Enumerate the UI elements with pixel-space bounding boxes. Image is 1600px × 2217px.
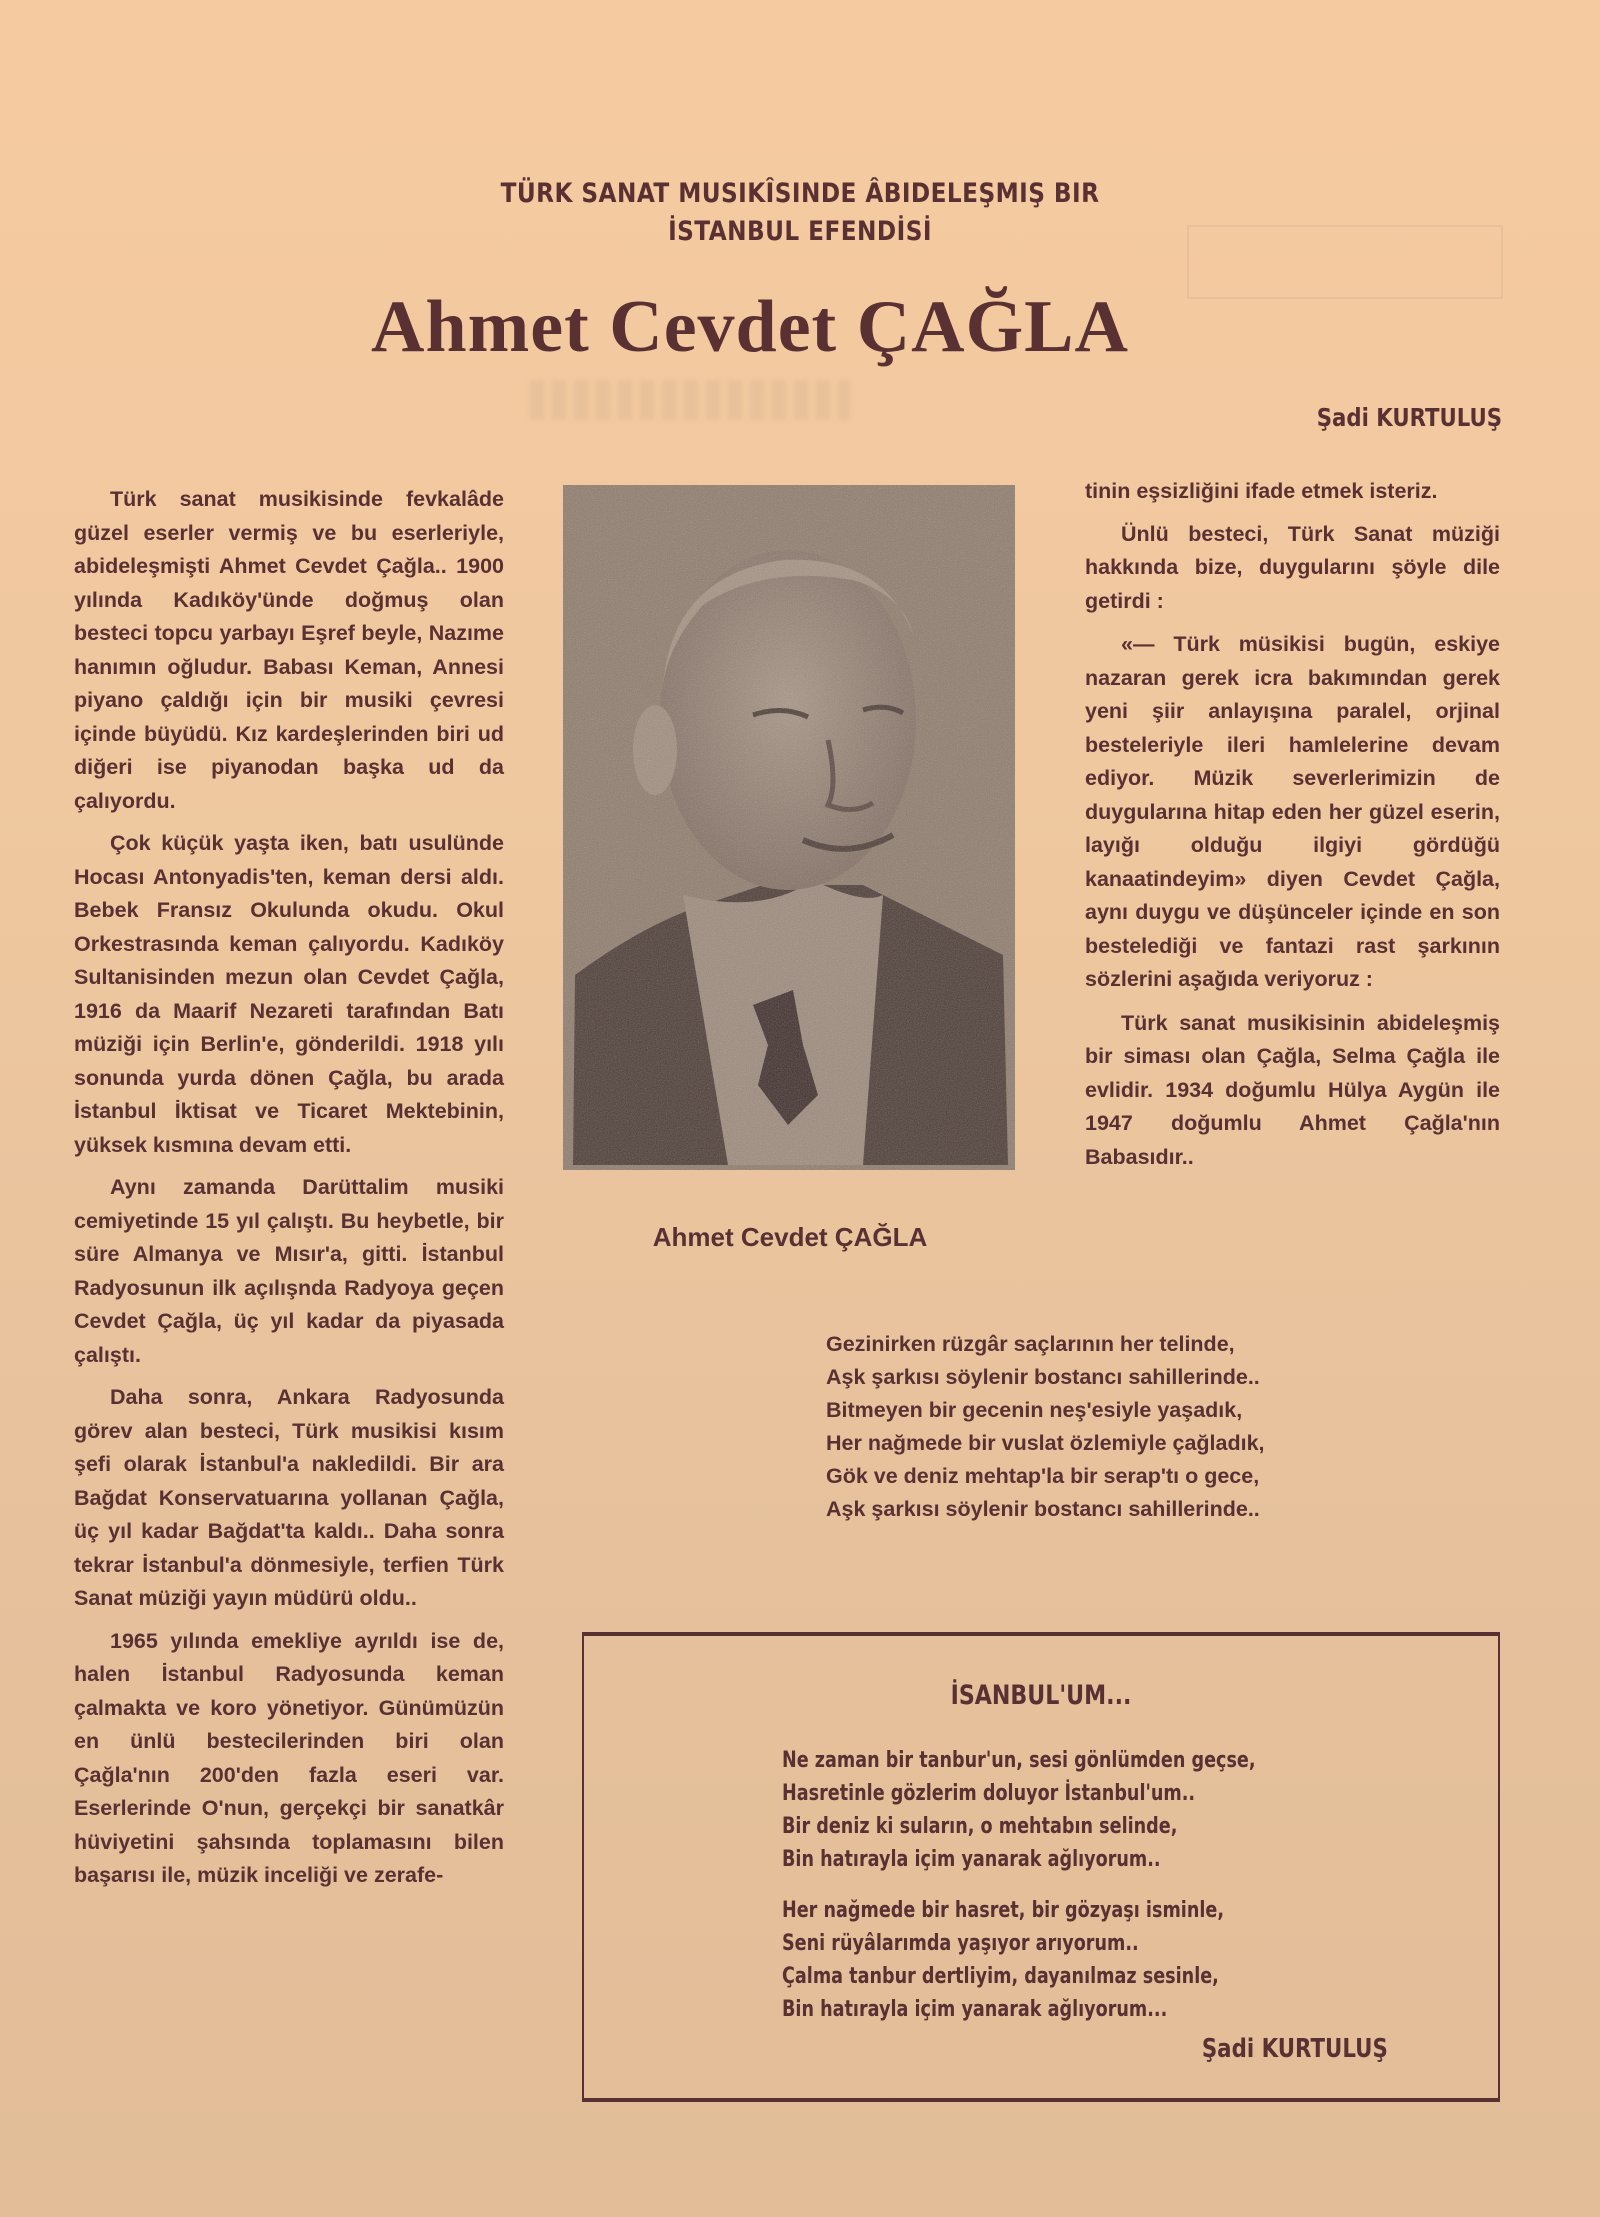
poem-line: Bin hatırayla içim yanarak ağlıyorum.. xyxy=(782,1847,1161,1872)
kicker-line-2: İSTANBUL EFENDİSİ xyxy=(668,216,932,247)
article-title: Ahmet Cevdet ÇAĞLA xyxy=(371,286,1129,368)
poem-line: Bir deniz ki suların, o mehtabın selinde, xyxy=(782,1814,1178,1839)
poem-byline: Şadi KURTULUŞ xyxy=(1202,2034,1388,2064)
lyric-line: Gök ve deniz mehtap'la bir serap'tı o gece, xyxy=(826,1464,1260,1488)
lyric-line: Aşk şarkısı söylenir bostancı sahillerinde.. xyxy=(826,1497,1260,1521)
faded-bleedthrough-text xyxy=(530,380,850,420)
lyric-line: Aşk şarkısı söylenir bostancı sahillerinde.. xyxy=(826,1365,1260,1389)
lyric-line: Her nağmede bir vuslat özlemiyle çağladık, xyxy=(826,1431,1265,1455)
article-kicker xyxy=(370,175,1230,251)
paragraph-quote: «— Türk müsikisi bugün, eskiye nazaran gerek icra bakımından gerek yeni şiir anlayışına paralel, orjinal besteleriyle ileri hamlelerine devam ediyor. Müzik severlerimizin de duygularına hitap eden her güzel eserin, layığı olduğu ilgiyi gördüğü kanaatindeyim» diyen Cevdet Çağla, aynı duygu ve düşünceler içinde en son bestelediği ve fantazi rast şarkının sözlerini aşağıda veriyoruz : xyxy=(1085,632,1500,991)
kicker-line-1: TÜRK SANAT MUSIKÎSINDE ÂBIDELEŞMIŞ BIR xyxy=(500,178,1100,209)
right-column xyxy=(1085,475,1500,1183)
portrait-photo xyxy=(563,485,1015,1170)
lyric-line: Gezinirken rüzgâr saçlarının her telinde, xyxy=(826,1332,1235,1356)
poem-line: Seni rüyâlarımda yaşıyor arıyorum.. xyxy=(782,1931,1139,1956)
poem-title: İSANBUL'UM... xyxy=(950,1680,1132,1711)
photo-caption: Ahmet Cevdet ÇAĞLA xyxy=(652,1222,928,1252)
paragraph: Ünlü besteci, Türk Sanat müziği hakkında bize, duygularını şöyle dile getirdi : xyxy=(1085,521,1500,613)
paragraph: 1965 yılında emekliye ayrıldı ise de, halen İstanbul Radyosunda keman çalmakta ve koro yönetiyor. Günümüzün en ünlü bestecilerinden biri olan Çağla'nın 200'den fazla eseri var. Eserlerinde O'nun, gerçekçi bir sanatkâr hüviyetini şahsında toplamasını bilen başarısı ile, müzik inceliği ve zerafe- xyxy=(74,1628,504,1887)
paragraph: Türk sanat musikisinin abideleşmiş bir siması olan Çağla, Selma Çağla ile evlidir. 1934 doğumlu Hülya Aygün ile 1947 doğumlu Ahmet Çağla'nın Babasıdır.. xyxy=(1085,1010,1500,1169)
paragraph: Daha sonra, Ankara Radyosunda görev alan besteci, Türk musikisi kısım şefi olarak İstanbul'a nakledildi. Bir ara Bağdat Konservatuarına yollanan Çağla, üç yıl kadar Bağdat'ta kaldı.. Daha sonra tekrar İstanbul'a dönmesiyle, terfien Türk Sanat müziği yayın müdürü oldu.. xyxy=(74,1385,504,1610)
left-column xyxy=(74,483,504,1902)
paragraph: Çok küçük yaşta iken, batı usulünde Hocası Antonyadis'ten, keman dersi aldı. Bebek Fransız Okulunda okudu. Okul Orkestrasında keman çalıyordu. Kadıköy Sultanisinden mezun olan Cevdet Çağla, 1916 da Maarif Nezareti tarafından Batı müziği için Berlin'e, gönderildi. 1918 yılı sonunda yurda dönen Çağla, bu arada İstanbul İktisat ve Ticaret Mektebinin, yüksek kısmına devam etti. xyxy=(74,831,504,1157)
paragraph-continuation: tinin eşsizliğini ifade etmek isteriz. xyxy=(1085,479,1438,503)
poem-line: Bin hatırayla içim yanarak ağlıyorum... xyxy=(782,1997,1168,2022)
poem-line: Hasretinle gözlerim doluyor İstanbul'um.. xyxy=(782,1781,1196,1806)
poem-box xyxy=(582,1632,1500,2102)
portrait-illustration xyxy=(563,485,1015,1170)
author-byline: Şadi KURTULUŞ xyxy=(1316,403,1502,432)
poem-line: Çalma tanbur dertliyim, dayanılmaz sesinle, xyxy=(782,1964,1219,1989)
poem-stanza-2 xyxy=(782,1894,1224,2026)
paragraph: Türk sanat musikisinde fevkalâde güzel eserler vermiş ve bu eserleriyle, abideleşmişti Ahmet Cevdet Çağla.. 1900 yılında Kadıköy'ünde doğmuş olan besteci topcu yarbayı Eşref beyle, Nazıme hanımın oğludur. Babası Keman, Annesi piyano çaldığı için bir musiki çevresi içinde büyüdü. Kız kardeşlerinden biri ud diğeri ise piyanodan başka ud da çalıyordu. xyxy=(74,487,504,813)
paragraph: Aynı zamanda Darüttalim musiki cemiyetinde 15 yıl çalıştı. Bu heybetle, bir süre Almanya ve Mısır'a, gitti. İstanbul Radyosunun ilk açılışnda Radyoya geçen Cevdet Çağla, üç yıl kadar da piyasada çalıştı. xyxy=(74,1175,504,1367)
poem-line: Her nağmede bir hasret, bir gözyaşı isminle, xyxy=(782,1898,1225,1923)
poem-line: Ne zaman bir tanbur'un, sesi gönlümden geçse, xyxy=(782,1748,1256,1773)
poem-stanza-1 xyxy=(782,1744,1256,1876)
lyric-line: Bitmeyen bir gecenin neş'esiyle yaşadık, xyxy=(826,1398,1243,1422)
song-lyrics xyxy=(826,1328,1386,1526)
